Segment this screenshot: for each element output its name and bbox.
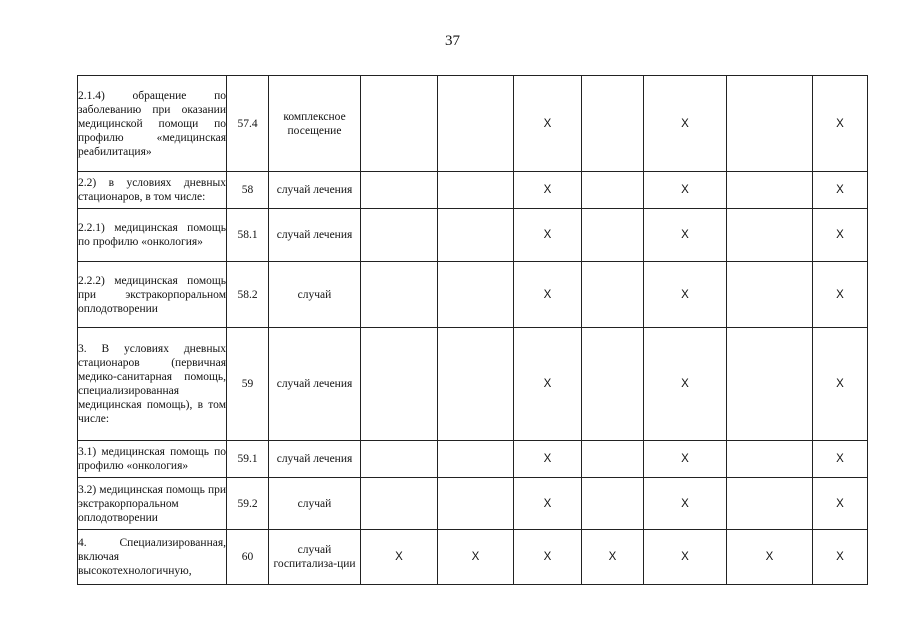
row-description: 3.1) медицинская помощь по профилю «онкология» [78,441,227,478]
value-cell: X [514,478,582,530]
value-cell [438,76,514,172]
value-cell: X [514,328,582,441]
value-cell [361,441,438,478]
value-cell: X [644,478,727,530]
page-number: 37 [445,33,460,49]
value-cell: X [813,209,868,262]
data-table [77,75,868,585]
table-row [78,262,868,328]
value-cell [727,328,813,441]
row-code: 58 [227,172,269,209]
row-unit: случай лечения [269,209,361,262]
row-unit: случай госпитализа-ции [269,530,361,585]
value-cell [438,328,514,441]
row-description: 4. Специализированная, включая высокотехнологичную, [78,530,227,585]
row-code: 58.1 [227,209,269,262]
row-description: 3. В условиях дневных стационаров (первичная медико-санитарная помощь, специализированная медицинская помощь), в том числе: [78,328,227,441]
row-description: 2.2) в условиях дневных стационаров, в том числе: [78,172,227,209]
value-cell: X [813,441,868,478]
row-description: 2.2.1) медицинская помощь по профилю «онкология» [78,209,227,262]
value-cell: X [514,76,582,172]
value-cell: X [813,172,868,209]
value-cell [582,328,644,441]
value-cell [582,172,644,209]
value-cell: X [514,441,582,478]
value-cell [361,209,438,262]
table-row [78,328,868,441]
value-cell: X [514,262,582,328]
value-cell: X [813,530,868,585]
row-description: 2.2.2) медицинская помощь при экстракорпоральном оплодотворении [78,262,227,328]
value-cell: X [514,209,582,262]
value-cell: X [644,328,727,441]
value-cell: X [644,172,727,209]
value-cell [727,76,813,172]
value-cell [361,172,438,209]
value-cell [438,209,514,262]
row-unit: случай лечения [269,441,361,478]
row-description: 2.1.4) обращение по заболеванию при оказании медицинской помощи по профилю «медицинская реабилитация» [78,76,227,172]
row-unit: комплексное посещение [269,76,361,172]
row-unit: случай лечения [269,328,361,441]
value-cell [438,441,514,478]
row-code: 59.1 [227,441,269,478]
value-cell: X [644,209,727,262]
value-cell [727,262,813,328]
value-cell [727,209,813,262]
row-unit: случай лечения [269,172,361,209]
table-row [78,172,868,209]
row-description: 3.2) медицинская помощь при экстракорпоральном оплодотворении [78,478,227,530]
value-cell: X [813,76,868,172]
table-row [78,76,868,172]
value-cell [582,209,644,262]
value-cell: X [644,76,727,172]
value-cell: X [813,262,868,328]
value-cell: X [514,172,582,209]
row-code: 58.2 [227,262,269,328]
table-row [78,441,868,478]
value-cell: X [361,530,438,585]
value-cell [727,172,813,209]
value-cell [438,478,514,530]
value-cell: X [514,530,582,585]
value-cell [582,478,644,530]
value-cell: X [727,530,813,585]
value-cell [582,76,644,172]
value-cell [361,478,438,530]
value-cell: X [644,441,727,478]
value-cell: X [813,328,868,441]
value-cell: X [813,478,868,530]
value-cell [582,441,644,478]
value-cell [361,262,438,328]
row-code: 59 [227,328,269,441]
value-cell: X [644,262,727,328]
value-cell [727,478,813,530]
value-cell [582,262,644,328]
value-cell [438,172,514,209]
value-cell [361,328,438,441]
table-row [78,209,868,262]
value-cell [438,262,514,328]
value-cell [727,441,813,478]
row-code: 57.4 [227,76,269,172]
row-unit: случай [269,262,361,328]
table-row [78,530,868,585]
row-code: 59.2 [227,478,269,530]
value-cell: X [438,530,514,585]
value-cell: X [582,530,644,585]
row-unit: случай [269,478,361,530]
row-code: 60 [227,530,269,585]
table-row [78,478,868,530]
value-cell [361,76,438,172]
value-cell: X [644,530,727,585]
